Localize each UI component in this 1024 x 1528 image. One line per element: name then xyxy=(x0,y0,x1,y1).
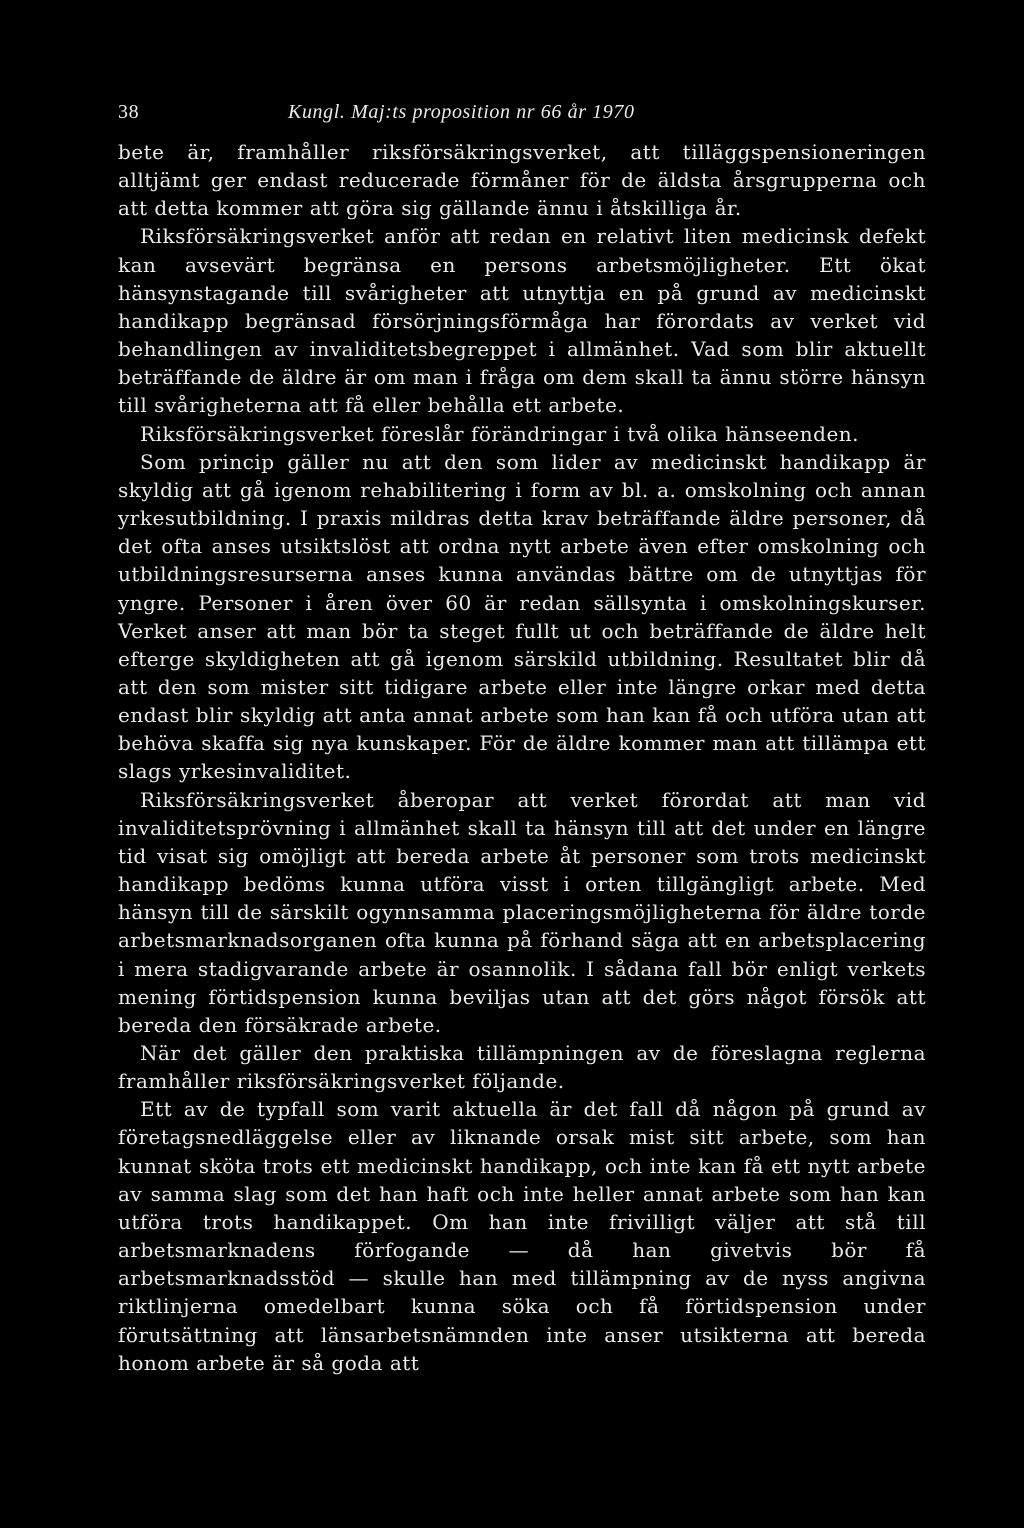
running-title: Kungl. Maj:ts proposition nr 66 år 1970 xyxy=(288,101,635,123)
paragraph: Som princip gäller nu att den som lider av medicinskt handikapp är skyldig att gå igenom rehabilitering i form av bl. a. omskolning och annan yrkesutbildning. I praxis mildras detta krav beträffande äldre personer, då det ofta anses utsiktslöst att ordna nytt arbete även efter omskolning och utbildningsresurserna anses kunna användas bättre om de utnyttjas för yngre. Personer i åren över 60 är redan sällsynta i omskolningskurser. Verket anser att man bör ta steget fullt ut och beträffande de äldre helt efterge skyldigheten att gå igenom särskild utbildning. Resultatet blir då att den som mister sitt tidigare arbete eller inte längre orkar med detta endast blir skyldig att anta annat arbete som han kan få och utföra utan att behöva skaffa sig nya kunskaper. För de äldre kommer man att tillämpa ett slags yrkesinvaliditet. xyxy=(118,449,926,784)
paragraph: När det gäller den praktiska tillämpningen av de föreslagna reglerna framhåller riksförsäkringsverket följande. xyxy=(118,1041,926,1094)
paragraph: Ett av de typfall som varit aktuella är det fall då någon på grund av företagsnedläggelse eller av liknande orsak mist sitt arbete, som han kunnat sköta trots ett medicinskt handikapp, och inte kan få ett nytt arbete av samma slag som det han haft och inte heller annat arbete som han kan utföra trots handikappet. Om han inte frivilligt väljer att stå till arbetsmarknadens förfogande — då han givetvis bör få arbetsmarknadsstöd — skulle han med tillämpning av de nyss angivna riktlinjerna omedelbart kunna söka och få förtidspension under förutsättning att länsarbetsnämnden inte anser utsikterna att bereda honom arbete är så goda att xyxy=(118,1097,926,1375)
paragraph: Riksförsäkringsverket åberopar att verket förordat att man vid invaliditetsprövning i allmänhet skall ta hänsyn till att det under en längre tid visat sig omöjligt att bereda arbete åt personer som trots medicinskt handikapp bedöms kunna utföra visst i orten tillgängligt arbete. Med hänsyn till de särskilt ogynnsamma placeringsmöjligheterna för äldre torde arbetsmarknadsorganen ofta kunna på förhand säga att en arbetsplacering i mera stadigvarande arbete är osannolik. I sådana fall bör enligt verkets mening förtidspension kunna beviljas utan att det görs något försök att bereda den försäkrade arbete. xyxy=(118,787,926,1037)
page-number: 38 xyxy=(118,101,140,123)
paragraph: Riksförsäkringsverket föreslår förändringar i två olika hänseenden. xyxy=(140,421,860,446)
page-header xyxy=(118,95,918,129)
body-text xyxy=(118,138,926,1377)
paragraph: bete är, framhåller riksförsäkringsverket, att tilläggspensioneringen alltjämt ger endast reducerade förmåner för de äldsta årsgrupperna och att detta kommer att göra sig gällande ännu i åtskilliga år. xyxy=(118,140,926,221)
paragraph: Riksförsäkringsverket anför att redan en relativt liten medicinsk defekt kan avsevärt begränsa en persons arbetsmöjligheter. Ett ökat hänsynstagande till svårigheter att utnyttja en på grund av medicinskt handikapp begränsad försörjningsförmåga har förordats av verket vid behandlingen av invaliditetsbegreppet i allmänhet. Vad som blir aktuellt beträffande de äldre är om man i fråga om dem skall ta ännu större hänsyn till svårigheterna att få eller behålla ett arbete. xyxy=(118,224,926,418)
